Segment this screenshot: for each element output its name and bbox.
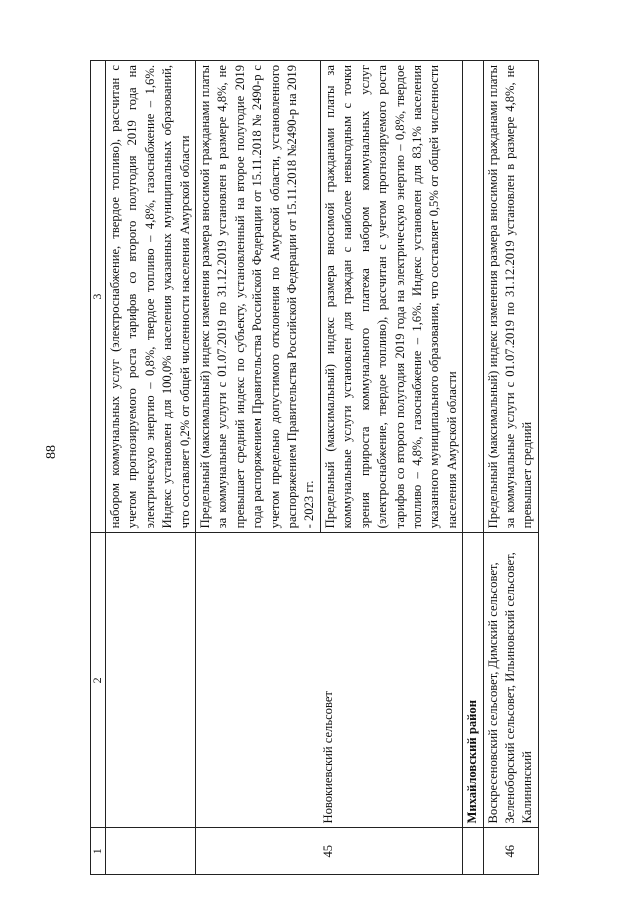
page-number: 88 [44, 445, 59, 459]
municipality-name: Новокиевский сельсовет [196, 533, 463, 828]
row-number [106, 828, 196, 875]
row-number: 46 [483, 828, 538, 875]
district-number-cell [463, 828, 483, 875]
column-number-row [91, 61, 106, 875]
table-row [483, 61, 538, 875]
municipality-name: Воскресеновский сельсовет, Димский сельсовет, Зеленоборский сельсовет, Ильиновский сельсовет, Калининский [483, 533, 538, 828]
row-number: 45 [196, 828, 463, 875]
district-empty-cell [463, 61, 483, 533]
tariff-index-table [90, 60, 539, 875]
rotated-table-area [90, 60, 545, 875]
municipality-name [106, 533, 196, 828]
column-header-1: 1 [91, 828, 106, 875]
index-description: набором коммунальных услуг (электроснабжение, твердое топливо), рассчитан с учетом прогнозируемого роста тарифов со второго полугодия 2019 года на электрическую энергию – 0,8%, твердое топливо – 4,8%, газоснабжение – 1,6%. Индекс установлен для 100,0% населения указанных муниципальных образований, что составляет 0,2% от общей численности населения Амурской области [106, 61, 196, 533]
table-row [106, 61, 196, 875]
column-header-3: 3 [91, 61, 106, 533]
column-header-2: 2 [91, 533, 106, 828]
table-row [196, 61, 321, 875]
index-description: Предельный (максимальный) индекс изменения размера вносимой гражданами платы за коммунальные услуги с 01.07.2019 по 31.12.2019 установлен в размере 4,8%, не превышает средний [483, 61, 538, 533]
district-name: Михайловский район [463, 533, 483, 828]
index-description-detail: Предельный (максимальный) индекс размера вносимой гражданами платы за коммунальные услуги установлен для граждан с наиболее невыгодным с точки зрения прироста коммунального платежа набором коммунальных услуг (электроснабжение, твердое топливо), рассчитан с учетом прогнозируемого роста тарифов со второго полугодия 2019 года на электрическую энергию – 0,8%, твердое топливо – 4,8%, газоснабжение – 1,6%. Индекс установлен для 83,1% населения указанного муниципального образования, что составляет 0,5% от общей численности населения Амурской области [320, 61, 462, 533]
district-row [463, 61, 483, 875]
index-description: Предельный (максимальный) индекс изменения размера вносимой гражданами платы за коммунальные услуги с 01.07.2019 по 31.12.2019 установлен в размере 4,8%, не превышает средний индекс по субъекту, установленный на второе полугодие 2019 года распоряжением Правительства Российской Федерации от 15.11.2018 № 2490-р с учетом предельно допустимого отклонения по Амурской области, установленного распоряжением Правительства Российской Федерации от 15.11.2018 №2490-р на 2019 - 2023 гг. [196, 61, 321, 533]
